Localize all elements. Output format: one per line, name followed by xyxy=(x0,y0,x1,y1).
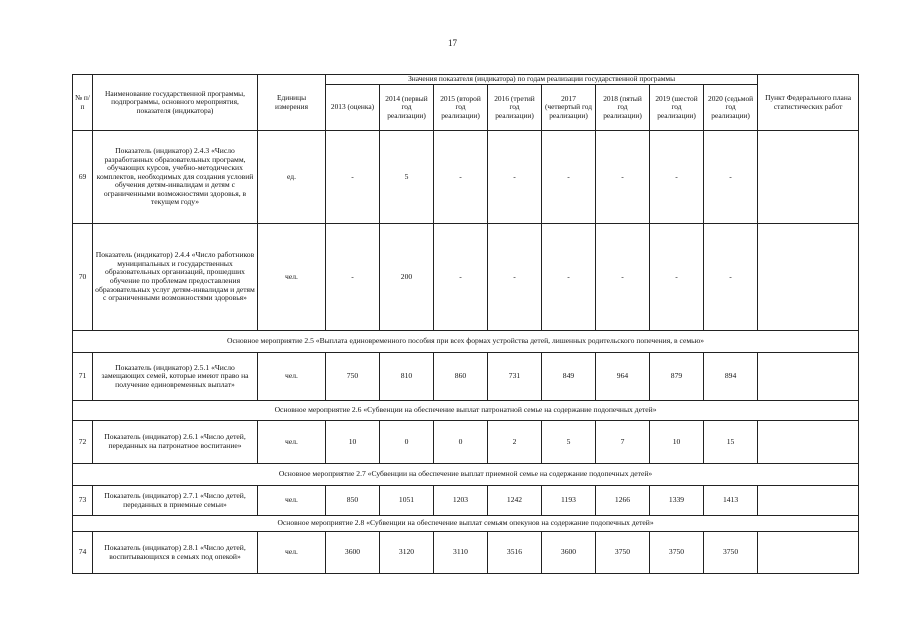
table-row xyxy=(73,131,859,224)
row-number: 72 xyxy=(73,421,93,464)
header-year: 2018 (пятый год реализации) xyxy=(596,85,650,131)
section-title: Основное мероприятие 2.5 «Выплата единовременного пособия при всех формах устройства детей, лишенных родительского попечения, в семью» xyxy=(73,331,859,353)
header-units: Единицы измерения xyxy=(258,75,326,131)
value-cell: 849 xyxy=(542,353,596,401)
row-number: 74 xyxy=(73,532,93,574)
unit-cell: чел. xyxy=(258,532,326,574)
section-title: Основное мероприятие 2.8 «Субвенции на обеспечение выплат семьям опекунов на содержание подопечных детей» xyxy=(73,516,859,532)
indicator-name: Показатель (индикатор) 2.4.3 «Число разработанных образовательных программ, обучающих курсов, учебно-методических комплектов, необходимых для создания условий обучения детям-инвалидам и детям с ограниченными возможностями здоровья, в текущем году» xyxy=(93,131,258,224)
plan-cell xyxy=(758,421,859,464)
value-cell: - xyxy=(434,224,488,331)
plan-cell xyxy=(758,486,859,516)
value-cell: - xyxy=(596,224,650,331)
value-cell: 7 xyxy=(596,421,650,464)
header-values-group: Значения показателя (индикатора) по годам реализации государственной программы xyxy=(326,75,758,85)
table-row xyxy=(73,532,859,574)
row-number: 73 xyxy=(73,486,93,516)
value-cell: 5 xyxy=(380,131,434,224)
table-row xyxy=(73,353,859,401)
value-cell: 810 xyxy=(380,353,434,401)
table-row xyxy=(73,486,859,516)
indicator-name: Показатель (индикатор) 2.7.1 «Число детей, переданных в приемные семьи» xyxy=(93,486,258,516)
value-cell: 1413 xyxy=(704,486,758,516)
value-cell: 1051 xyxy=(380,486,434,516)
section-row xyxy=(73,464,859,486)
value-cell: 3600 xyxy=(326,532,380,574)
value-cell: 200 xyxy=(380,224,434,331)
header-year: 2015 (второй год реализации) xyxy=(434,85,488,131)
indicator-name: Показатель (индикатор) 2.8.1 «Число детей, воспитывающихся в семьях под опекой» xyxy=(93,532,258,574)
value-cell: 3750 xyxy=(704,532,758,574)
plan-cell xyxy=(758,353,859,401)
value-cell: 894 xyxy=(704,353,758,401)
section-row xyxy=(73,516,859,532)
value-cell: 1203 xyxy=(434,486,488,516)
value-cell: 1193 xyxy=(542,486,596,516)
value-cell: - xyxy=(650,224,704,331)
value-cell: 860 xyxy=(434,353,488,401)
value-cell: 15 xyxy=(704,421,758,464)
value-cell: 3600 xyxy=(542,532,596,574)
header-year: 2017 (четвертый год реализации) xyxy=(542,85,596,131)
plan-cell xyxy=(758,131,859,224)
value-cell: 10 xyxy=(326,421,380,464)
value-cell: - xyxy=(488,224,542,331)
page-number: 17 xyxy=(448,38,457,48)
table-row xyxy=(73,224,859,331)
section-row xyxy=(73,401,859,421)
value-cell: 1266 xyxy=(596,486,650,516)
value-cell: 3516 xyxy=(488,532,542,574)
value-cell: - xyxy=(650,131,704,224)
value-cell: - xyxy=(434,131,488,224)
value-cell: 3750 xyxy=(650,532,704,574)
indicator-name: Показатель (индикатор) 2.6.1 «Число детей, переданных на патронатное воспитание» xyxy=(93,421,258,464)
value-cell: 3110 xyxy=(434,532,488,574)
indicator-name: Показатель (индикатор) 2.5.1 «Число замещающих семей, которые имеют право на получение единовременных выплат» xyxy=(93,353,258,401)
plan-cell xyxy=(758,224,859,331)
value-cell: 750 xyxy=(326,353,380,401)
header-name: Наименование государственной программы, подпрограммы, основного мероприятия, показателя (индикатора) xyxy=(93,75,258,131)
value-cell: 879 xyxy=(650,353,704,401)
value-cell: - xyxy=(326,224,380,331)
section-title: Основное мероприятие 2.6 «Субвенции на обеспечение выплат патронатной семье на содержание подопечных детей» xyxy=(73,401,859,421)
unit-cell: чел. xyxy=(258,353,326,401)
header-year: 2019 (шестой год реализации) xyxy=(650,85,704,131)
unit-cell: чел. xyxy=(258,486,326,516)
row-number: 70 xyxy=(73,224,93,331)
section-row xyxy=(73,331,859,353)
value-cell: 731 xyxy=(488,353,542,401)
row-number: 71 xyxy=(73,353,93,401)
value-cell: 1242 xyxy=(488,486,542,516)
plan-cell xyxy=(758,532,859,574)
header-year: 2014 (первый год реализации) xyxy=(380,85,434,131)
value-cell: 3750 xyxy=(596,532,650,574)
value-cell: - xyxy=(704,224,758,331)
table-row xyxy=(73,421,859,464)
value-cell: - xyxy=(488,131,542,224)
indicator-name: Показатель (индикатор) 2.4.4 «Число работников муниципальных и государственных образовательных организаций, прошедших обучение по проблемам предоставления образовательных услуг детям-инвалидам и детям с ограниченными возможностями здоровья» xyxy=(93,224,258,331)
value-cell: 3120 xyxy=(380,532,434,574)
header-year: 2016 (третий год реализации) xyxy=(488,85,542,131)
unit-cell: чел. xyxy=(258,224,326,331)
header-num: № п/п xyxy=(73,75,93,131)
section-title: Основное мероприятие 2.7 «Субвенции на обеспечение выплат приемной семье на содержание подопечных детей» xyxy=(73,464,859,486)
header-year: 2020 (седьмой год реализации) xyxy=(704,85,758,131)
value-cell: 850 xyxy=(326,486,380,516)
value-cell: - xyxy=(542,224,596,331)
unit-cell: ед. xyxy=(258,131,326,224)
header-plan: Пункт Федерального плана статистических работ xyxy=(758,75,859,131)
header-year: 2013 (оценка) xyxy=(326,85,380,131)
value-cell: 0 xyxy=(434,421,488,464)
value-cell: 0 xyxy=(380,421,434,464)
value-cell: 964 xyxy=(596,353,650,401)
unit-cell: чел. xyxy=(258,421,326,464)
value-cell: - xyxy=(542,131,596,224)
value-cell: 2 xyxy=(488,421,542,464)
value-cell: 5 xyxy=(542,421,596,464)
value-cell: 10 xyxy=(650,421,704,464)
value-cell: 1339 xyxy=(650,486,704,516)
indicator-table xyxy=(72,74,859,574)
row-number: 69 xyxy=(73,131,93,224)
table-header xyxy=(73,75,859,131)
value-cell: - xyxy=(704,131,758,224)
value-cell: - xyxy=(326,131,380,224)
value-cell: - xyxy=(596,131,650,224)
